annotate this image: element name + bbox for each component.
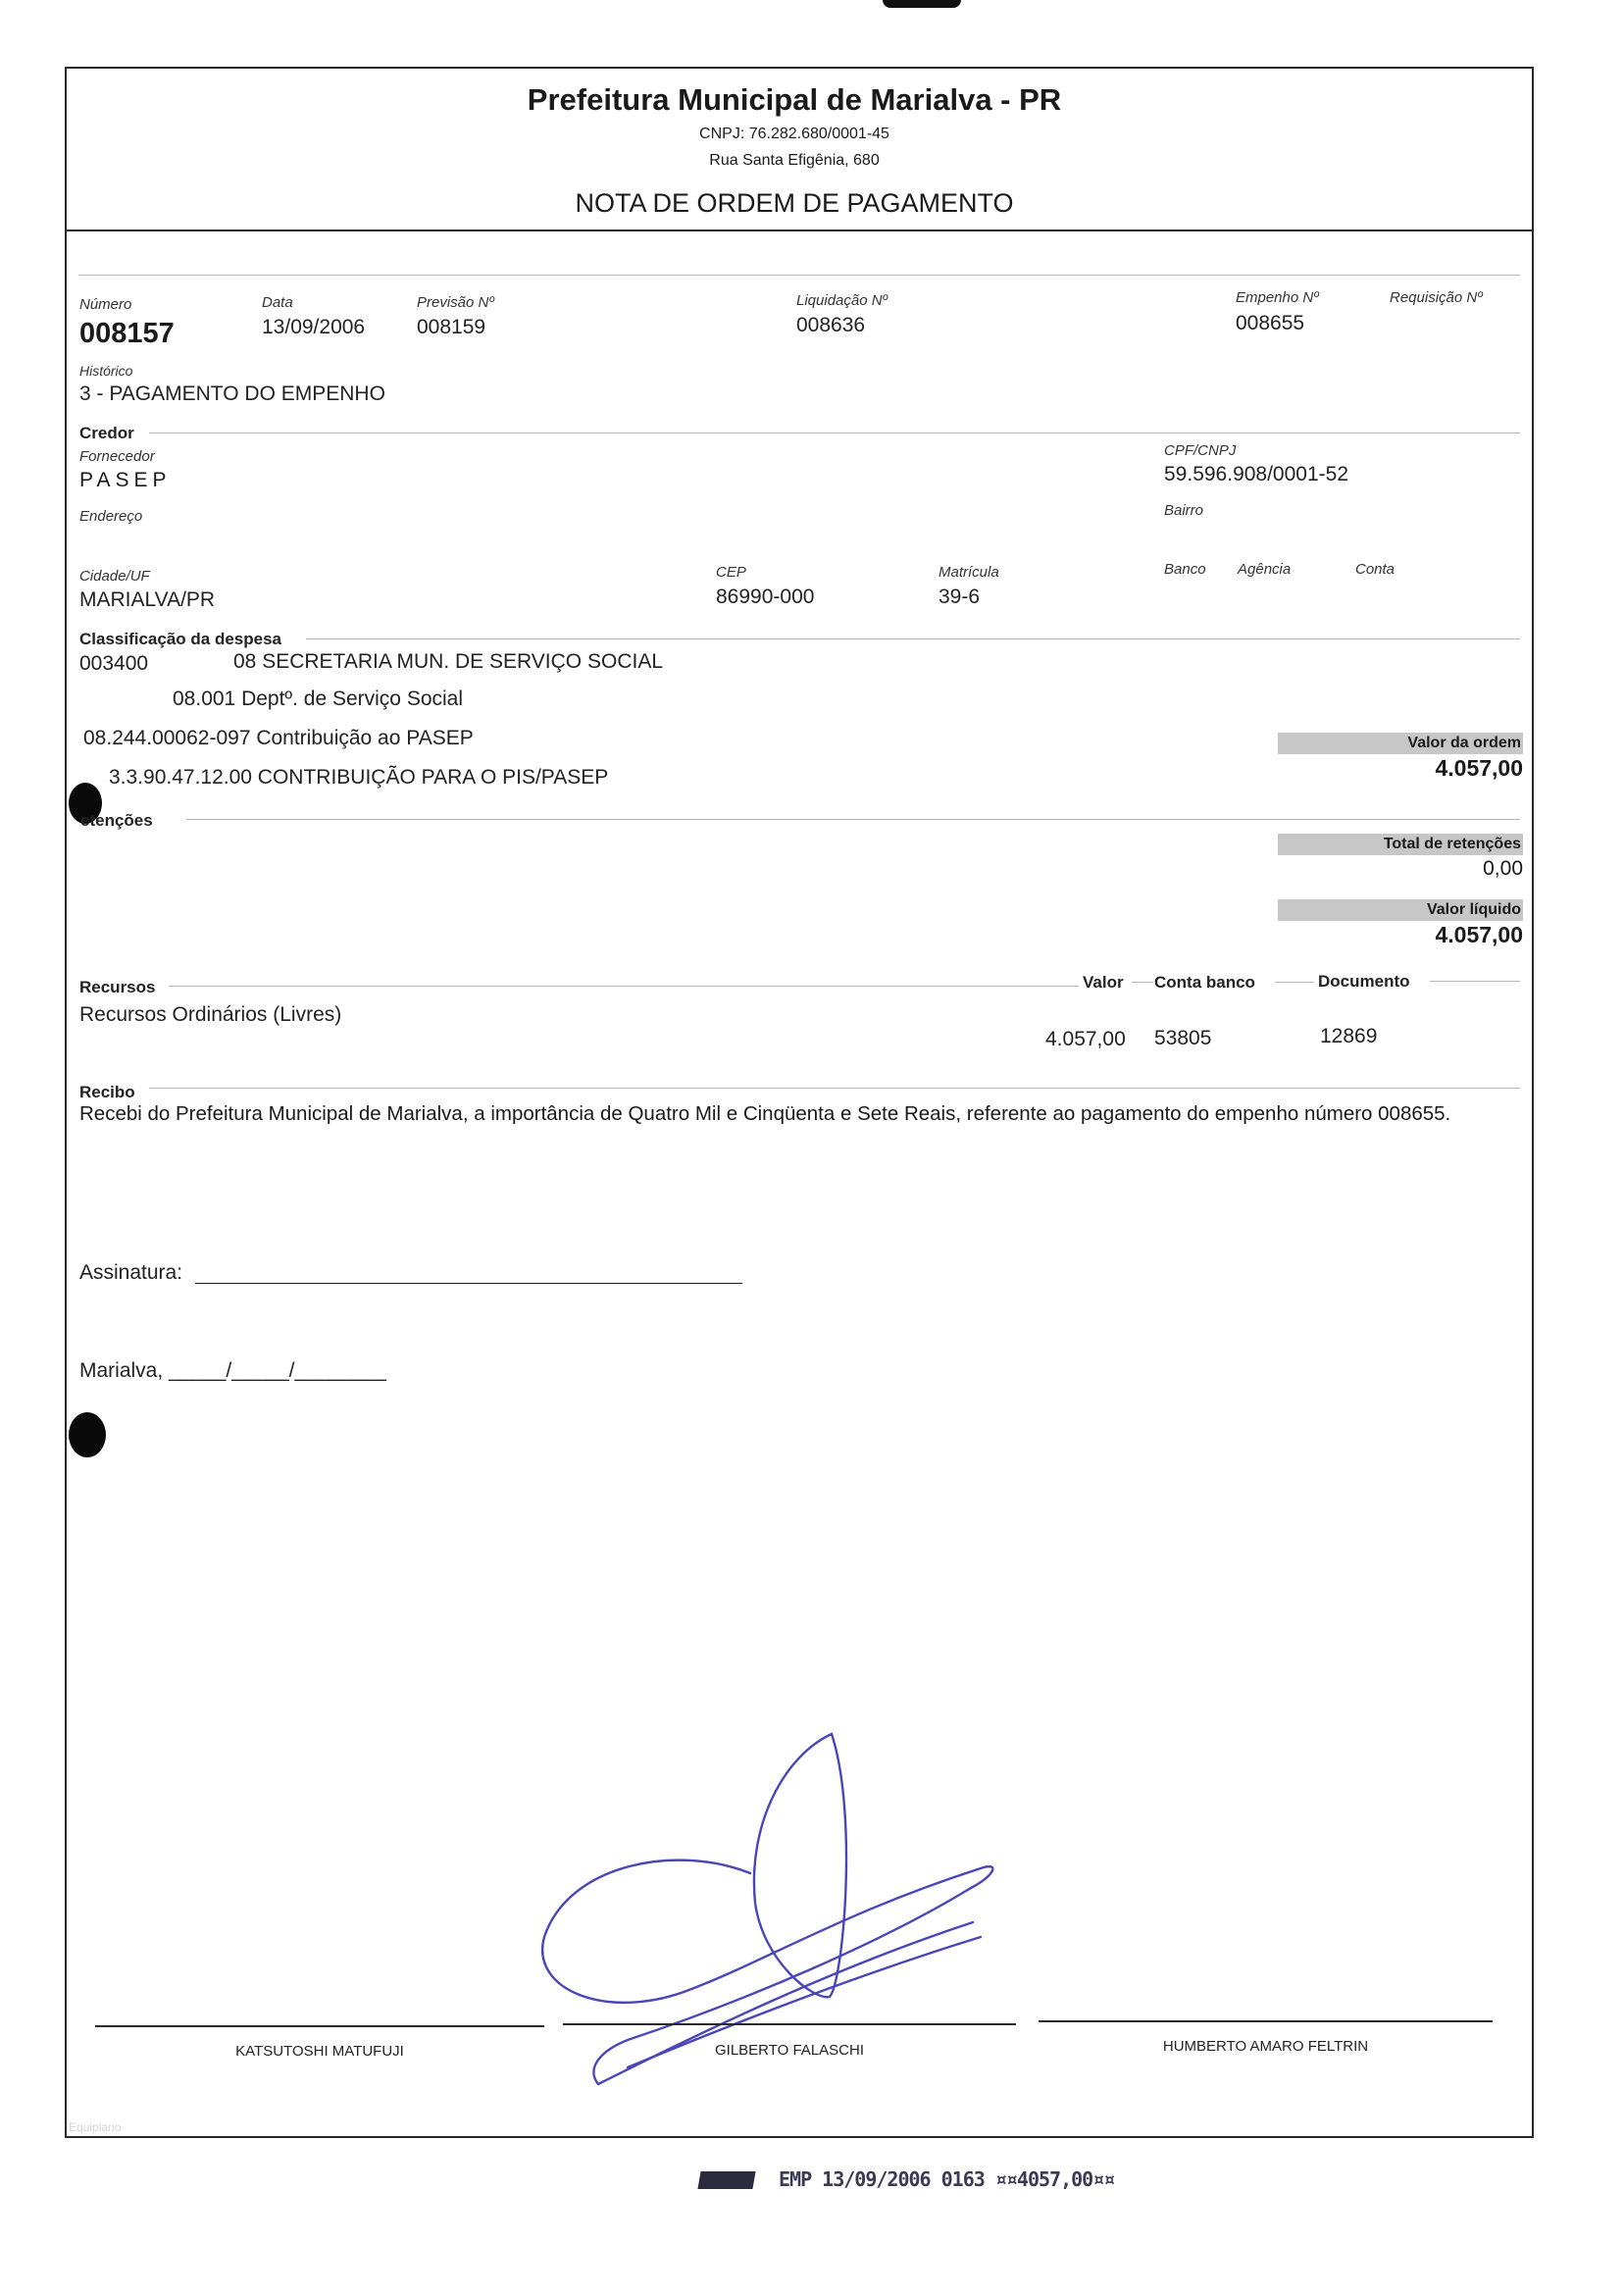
cidade-value: MARIALVA/PR (79, 588, 216, 611)
valor-liquido-label: Valor líquido (1278, 899, 1523, 921)
matricula-label: Matrícula (939, 564, 999, 581)
document-title: NOTA DE ORDEM DE PAGAMENTO (575, 188, 1014, 218)
valor-ordem-value: 4.057,00 (1435, 755, 1523, 781)
agencia-label: Agência (1238, 561, 1292, 578)
cidade-label: Cidade/UF (79, 568, 150, 585)
valor-ordem-label: Valor da ordem (1278, 733, 1523, 754)
retencoes-rule (186, 819, 1520, 820)
cep-label: CEP (716, 564, 746, 581)
recursos-rule-4 (1430, 981, 1520, 982)
recursos-heading: Recursos (79, 978, 156, 996)
recursos-valor: 4.057,00 (1045, 1028, 1126, 1050)
cnpj-line: CNPJ: 76.282.680/0001-45 (699, 126, 889, 142)
signatory-1: KATSUTOSHI MATUFUJI (235, 2043, 404, 2060)
liquidacao-label: Liquidação Nº (796, 292, 888, 309)
empenho-value: 008655 (1236, 312, 1305, 334)
header-divider (65, 229, 1534, 231)
previsao-label: Previsão Nº (417, 294, 494, 311)
classificacao-line-1: 08 SECRETARIA MUN. DE SERVIÇO SOCIAL (233, 650, 664, 673)
recursos-valor-header: Valor (1083, 973, 1124, 992)
classificacao-rule (306, 638, 1520, 639)
cep-value: 86990-000 (716, 586, 815, 608)
endereco-label: Endereço (79, 508, 143, 525)
bank-stamp: EMP 13/09/2006 0163 ¤¤4057,00¤¤ (779, 2167, 1115, 2191)
signatory-2: GILBERTO FALASCHI (715, 2042, 864, 2059)
historico-label: Histórico (79, 363, 133, 379)
recibo-rule (149, 1088, 1520, 1089)
recursos-conta-header: Conta banco (1154, 973, 1255, 992)
signature-line-2 (563, 2023, 1016, 2025)
assinatura-line (195, 1283, 742, 1284)
recursos-rule-3 (1275, 982, 1314, 983)
binder-hole-2 (69, 1412, 106, 1457)
municipality-title: Prefeitura Municipal de Marialva - PR (527, 82, 1062, 117)
cpf-label: CPF/CNPJ (1164, 442, 1237, 459)
historico-value: 3 - PAGAMENTO DO EMPENHO (79, 382, 385, 405)
retencoes-heading: etenções (80, 811, 153, 830)
valor-liquido-value: 4.057,00 (1435, 922, 1523, 947)
matricula-value: 39-6 (939, 586, 981, 608)
footer-brand: Equiplano (69, 2120, 122, 2134)
total-retencoes-label: Total de retenções (1278, 834, 1523, 855)
data-value: 13/09/2006 (262, 316, 366, 338)
recursos-documento-header: Documento (1318, 972, 1410, 991)
fornecedor-value: PASEP (79, 469, 172, 491)
classificacao-code: 003400 (79, 652, 149, 675)
signature-line-3 (1039, 2020, 1493, 2022)
numero-value: 008157 (79, 318, 175, 349)
signatory-3: HUMBERTO AMARO FELTRIN (1162, 2038, 1369, 2055)
fornecedor-label: Fornecedor (79, 448, 155, 465)
recursos-conta: 53805 (1154, 1027, 1212, 1049)
liquidacao-value: 008636 (796, 314, 866, 336)
recursos-item: Recursos Ordinários (Livres) (79, 1003, 342, 1026)
ids-top-rule (78, 275, 1520, 276)
conta-label: Conta (1355, 561, 1396, 578)
credor-heading: Credor (79, 424, 134, 442)
banco-label: Banco (1164, 561, 1206, 578)
recursos-rule-1 (169, 986, 1079, 987)
local-data-line: Marialva, _____/_____/________ (79, 1359, 386, 1382)
numero-label: Número (79, 296, 132, 313)
recursos-rule-2 (1132, 982, 1153, 983)
recursos-documento: 12869 (1320, 1025, 1378, 1047)
classificacao-line-3: 08.244.00062-097 Contribuição ao PASEP (83, 727, 474, 749)
cpf-value: 59.596.908/0001-52 (1164, 463, 1349, 485)
bank-stamp-mark (697, 2171, 755, 2189)
classificacao-line-2: 08.001 Deptº. de Serviço Social (173, 688, 464, 710)
total-retencoes-value: 0,00 (1483, 857, 1523, 880)
recibo-heading: Recibo (79, 1083, 135, 1101)
assinatura-label: Assinatura: (79, 1261, 183, 1284)
bairro-label: Bairro (1164, 502, 1204, 519)
recibo-text: Recebi do Prefeitura Municipal de Marialva, a importância de Quatro Mil e Cinqüenta e Sete Reais, referente ao pagamento do empenho número 008655. (79, 1102, 1451, 1125)
requisicao-label: Requisição Nº (1390, 289, 1483, 306)
address-line: Rua Santa Efigênia, 680 (709, 152, 880, 169)
empenho-label: Empenho Nº (1236, 289, 1319, 306)
classificacao-heading: Classificação da despesa (79, 630, 282, 648)
classificacao-line-4: 3.3.90.47.12.00 CONTRIBUIÇÃO PARA O PIS/PASEP (109, 766, 609, 789)
previsao-value: 008159 (417, 316, 486, 338)
scan-top-mark (883, 0, 961, 8)
signature-line-1 (95, 2025, 544, 2027)
data-label: Data (262, 294, 293, 311)
